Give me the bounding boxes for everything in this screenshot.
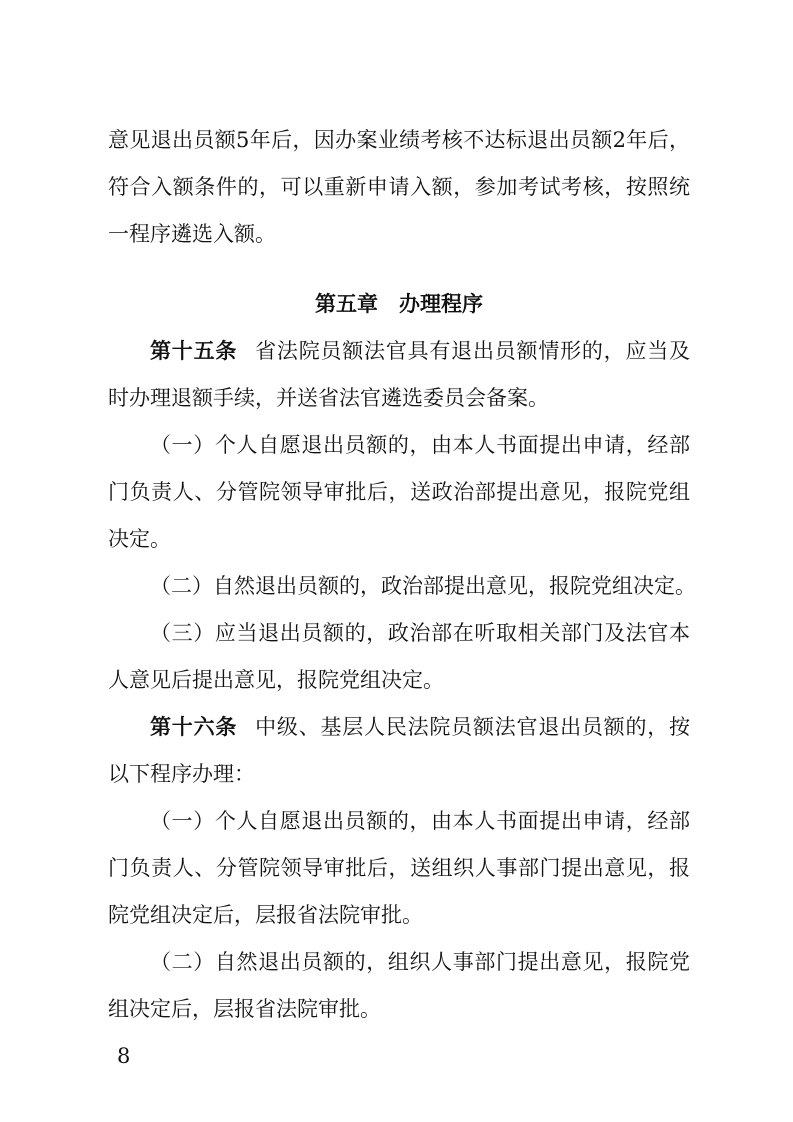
article-15-text: 省法院员额法官具有退出员额情形的，应当及 <box>255 339 691 363</box>
article-16-line <box>150 712 690 742</box>
text-line: 门负责人、分管院领导审批后，送政治部提出意见，报院党组 <box>108 480 690 504</box>
article-16-label: 第十六条 <box>150 715 238 739</box>
text-line: 院党组决定后，层报省法院审批。 <box>108 903 423 927</box>
text-line: 人意见后提出意见，报院党组决定。 <box>108 668 444 692</box>
text-line: （一）个人自愿退出员额的，由本人书面提出申请，经部 <box>150 433 690 457</box>
page-number: 8 <box>117 1044 131 1068</box>
text-line: 组决定后，层报省法院审批。 <box>108 997 381 1021</box>
text-line: （一）个人自愿退出员额的，由本人书面提出申请，经部 <box>150 809 690 833</box>
text-line: 符合入额条件的，可以重新申请入额，参加考试考核，按照统 <box>108 175 690 199</box>
text-line: 以下程序办理： <box>108 762 255 786</box>
text-line: （三）应当退出员额的，政治部在听取相关部门及法官本 <box>150 621 690 645</box>
chapter-title: 第五章 办理程序 <box>315 292 483 316</box>
text-line: 门负责人、分管院领导审批后，送组织人事部门提出意见，报 <box>108 856 690 880</box>
text-line: 一程序遴选入额。 <box>108 222 276 246</box>
text-line: 决定。 <box>108 527 171 551</box>
text-line: （二）自然退出员额的，政治部提出意见，报院党组决定。 <box>150 574 696 598</box>
text-line: 时办理退额手续，并送省法官遴选委员会备案。 <box>108 386 549 410</box>
article-15-line <box>150 336 690 366</box>
article-15-label: 第十五条 <box>150 339 238 363</box>
article-16-text: 中级、基层人民法院员额法官退出员额的，按 <box>255 715 691 739</box>
text-line: 意见退出员额5年后，因办案业绩考核不达标退出员额2年后， <box>108 128 690 152</box>
text-line: （二）自然退出员额的，组织人事部门提出意见，报院党 <box>150 950 690 974</box>
